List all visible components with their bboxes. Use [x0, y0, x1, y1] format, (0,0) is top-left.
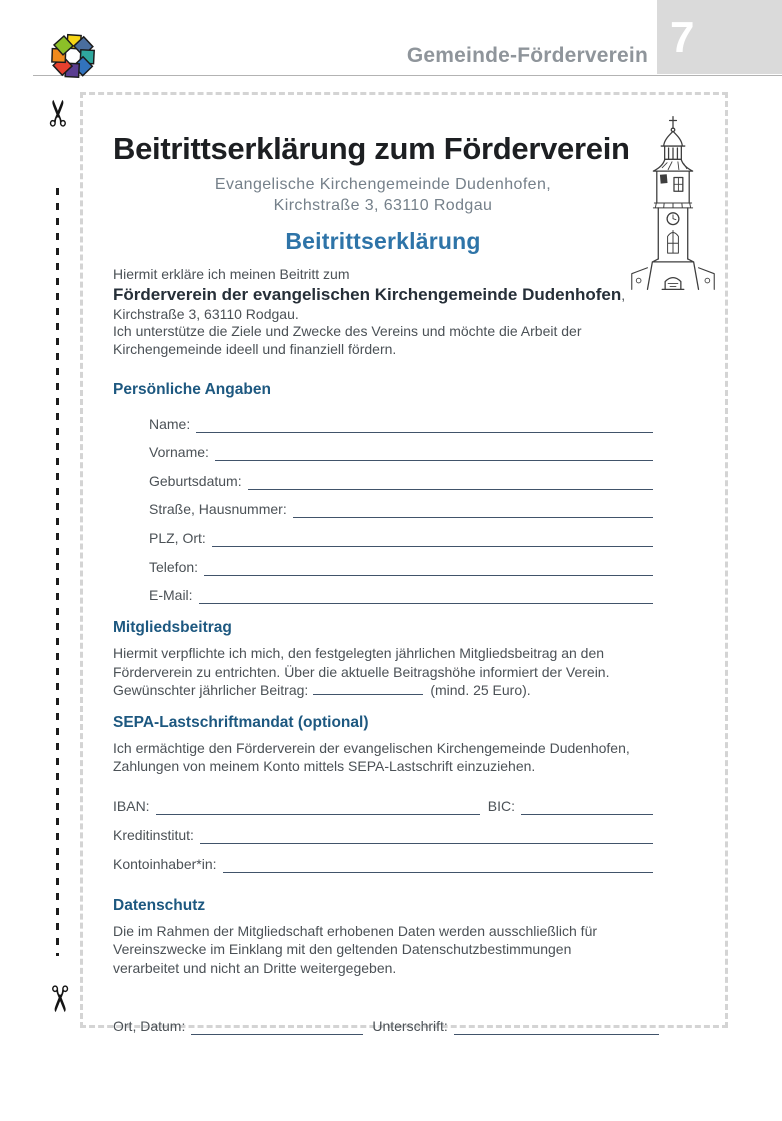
email-blank-line	[199, 592, 653, 604]
strasse-blank-line	[293, 506, 653, 518]
field-label-bic: BIC:	[487, 797, 515, 814]
field-row-kreditinstitut	[113, 815, 653, 844]
datenschutz-line1: Die im Rahmen der Mitgliedschaft erhobenen Daten werden ausschließlich für	[113, 922, 598, 939]
sepa-line1: Ich ermächtige den Förderverein der evangelischen Kirchengemeinde Dudenhofen,	[113, 739, 630, 756]
kontoinhaber-blank-line	[223, 861, 653, 873]
telefon-blank-line	[204, 564, 653, 576]
field-label-iban: IBAN:	[113, 797, 150, 814]
ort-datum-blank-line	[191, 1023, 363, 1035]
beitrag-blank-line	[313, 685, 423, 695]
cut-dashed-line	[56, 188, 59, 956]
sepa-fields	[113, 786, 653, 873]
field-row-email	[149, 576, 653, 605]
page-number: 7	[670, 13, 695, 62]
beitrag-min-note: (mind. 25 Euro).	[430, 682, 531, 699]
field-row-geburtsdatum	[149, 461, 653, 490]
field-label-unterschrift: Unterschrift:	[372, 1018, 448, 1035]
field-row-telefon	[149, 547, 653, 576]
beitrag-line3	[113, 681, 725, 700]
header-section-title: Gemeinde-Förderverein	[406, 44, 648, 67]
membership-form-box	[80, 92, 728, 1035]
field-row-name	[149, 404, 653, 433]
beitrag-line1: Hiermit verpflichte ich mich, den festgelegten jährlichen Mitgliedsbeitrag an den	[113, 645, 605, 662]
field-row-vorname	[149, 433, 653, 462]
kreditinstitut-blank-line	[200, 832, 653, 844]
field-label-geburtsdatum: Geburtsdatum:	[149, 472, 242, 489]
bic-blank-line	[521, 803, 653, 815]
plz-ort-blank-line	[212, 535, 653, 547]
scissors-top-icon: ✂	[38, 97, 79, 129]
section-heading-sepa: SEPA-Lastschriftmandat (optional)	[113, 713, 369, 731]
field-row-kontoinhaber	[113, 844, 653, 873]
datenschutz-line2: Vereinszwecke im Einklang mit den geltenden Datenschutzbestimmungen	[113, 941, 572, 958]
datenschutz-paragraph	[113, 922, 725, 978]
field-label-kreditinstitut: Kreditinstitut:	[113, 826, 194, 843]
community-cross-logo-icon	[50, 33, 96, 79]
organisation-name-bold: Förderverein der evangelischen Kirchengemeinde Dudenhofen	[113, 284, 622, 304]
field-label-email: E-Mail:	[149, 587, 193, 604]
intro-line1: Hiermit erkläre ich meinen Beitritt zum	[113, 266, 350, 282]
field-row-plz-ort	[149, 518, 653, 547]
beitrag-paragraph	[113, 644, 725, 700]
scissors-bottom-icon: ✂	[39, 983, 80, 1015]
section-heading-beitrag: Mitgliedsbeitrag	[113, 619, 232, 637]
vorname-blank-line	[215, 449, 653, 461]
field-label-plz-ort: PLZ, Ort:	[149, 529, 206, 546]
organisation-name-suffix: ,	[621, 286, 626, 303]
section-heading-personal: Persönliche Angaben	[113, 381, 271, 398]
intro-line4: Kirchengemeinde ideell und finanziell fördern.	[113, 340, 397, 357]
intro-line3: Ich unterstütze die Ziele und Zwecke des Vereins und möchte die Arbeit der	[113, 323, 582, 339]
form-title: Beitrittserklärung zum Förderverein	[113, 131, 630, 166]
form-subtitle	[113, 174, 653, 216]
field-label-strasse: Straße, Hausnummer:	[149, 501, 287, 518]
field-label-name: Name:	[149, 415, 191, 432]
geburtsdatum-blank-line	[248, 478, 653, 490]
form-heading: Beitrittserklärung	[285, 228, 481, 254]
field-label-ort-datum: Ort, Datum:	[113, 1018, 186, 1035]
unterschrift-blank-line	[454, 1023, 659, 1035]
subtitle-line1: Evangelische Kirchengemeinde Dudenhofen,	[214, 176, 552, 193]
signature-row	[113, 1011, 659, 1035]
subtitle-line2: Kirchstraße 3, 63110 Rodgau	[273, 197, 493, 214]
iban-blank-line	[156, 803, 480, 815]
beitrag-amount-label: Gewünschter jährlicher Beitrag:	[113, 682, 309, 699]
page-number-box	[657, 0, 782, 74]
field-row-strasse	[149, 490, 653, 519]
datenschutz-line3: verarbeitet und nicht an Dritte weitergegeben.	[113, 959, 397, 976]
field-row-iban	[113, 786, 653, 815]
intro-line2: Kirchstraße 3, 63110 Rodgau.	[113, 305, 299, 322]
personal-fields	[149, 404, 653, 604]
field-label-telefon: Telefon:	[149, 558, 199, 575]
section-heading-datenschutz: Datenschutz	[113, 896, 206, 914]
church-tower-illustration	[619, 113, 727, 293]
sepa-line2: Zahlungen von meinem Konto mittels SEPA-Lastschrift einzuziehen.	[113, 758, 536, 775]
sepa-paragraph	[113, 739, 725, 776]
field-label-kontoinhaber: Kontoinhaber*in:	[113, 855, 217, 872]
name-blank-line	[196, 421, 653, 433]
field-label-vorname: Vorname:	[149, 444, 209, 461]
beitrag-line2: Förderverein zu entrichten. Über die aktuelle Beitragshöhe informiert der Verein.	[113, 663, 610, 680]
header-rule	[33, 75, 782, 76]
